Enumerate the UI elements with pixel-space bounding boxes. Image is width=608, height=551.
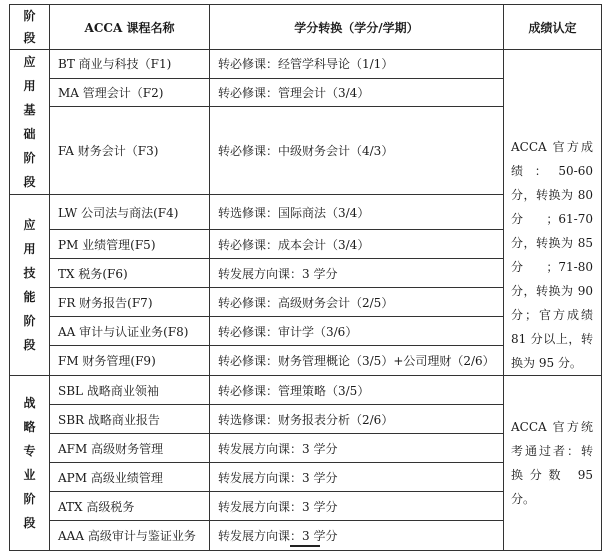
conversion-cell: 转选修课：财务报表分析（2/6） <box>210 405 504 434</box>
header-grade: 成绩认定 <box>504 5 602 50</box>
conversion-cell: 转必修课：经管学科导论（1/1） <box>210 50 504 79</box>
stage-cell-1: 应 用 基 础 阶 段 <box>10 50 50 195</box>
table-row <box>10 50 602 79</box>
conversion-cell: 转必修课：管理策略（3/5） <box>210 376 504 405</box>
course-cell: FA 财务会计（F3) <box>50 107 210 195</box>
conversion-cell: 转发展方向课：3 学分 <box>210 492 504 521</box>
course-cell: AA 审计与认证业务(F8) <box>50 317 210 346</box>
course-cell: MA 管理会计（F2) <box>50 78 210 107</box>
conversion-cell: 转必修课：财务管理概论（3/5）+公司理财（2/6） <box>210 346 504 376</box>
header-course: ACCA 课程名称 <box>50 5 210 50</box>
grade-note-2: ACCA 官方统考通过者：转换分数 95 分。 <box>504 376 602 551</box>
conversion-cell: 转发展方向课：3 学分 <box>210 463 504 492</box>
course-cell: FM 财务管理(F9) <box>50 346 210 376</box>
course-cell: BT 商业与科技（F1) <box>50 50 210 79</box>
course-cell: AAA 高级审计与鉴证业务 <box>50 521 210 551</box>
grade-note-1: ACCA 官方成绩：50-60 分，转换为 80 分；61-70 分，转换为 85 分；71-80 分，转换为 90 分；官方成绩 81 分以上，转换为 95 分。 <box>504 50 602 376</box>
table-row <box>10 376 602 405</box>
stage-cell-3: 战 略 专 业 阶 段 <box>10 376 50 551</box>
stage-cell-2: 应 用 技 能 阶 段 <box>10 195 50 376</box>
course-cell: ATX 高级税务 <box>50 492 210 521</box>
acca-credit-table <box>9 4 602 551</box>
header-conversion: 学分转换（学分/学期） <box>210 5 504 50</box>
header-row <box>10 5 602 50</box>
course-cell: APM 高级业绩管理 <box>50 463 210 492</box>
course-cell: SBL 战略商业领袖 <box>50 376 210 405</box>
conversion-cell: 转必修课：中级财务会计（4/3） <box>210 107 504 195</box>
conversion-cell: 转发展方向课：3 学分 <box>210 434 504 463</box>
course-cell: TX 税务(F6) <box>50 259 210 288</box>
conversion-cell: 转必修课：高级财务会计（2/5） <box>210 288 504 317</box>
conversion-cell: 转必修课：审计学（3/6） <box>210 317 504 346</box>
conversion-cell: 转必修课：成本会计（3/4） <box>210 230 504 259</box>
course-cell: SBR 战略商业报告 <box>50 405 210 434</box>
conversion-cell: 转必修课：管理会计（3/4） <box>210 78 504 107</box>
header-stage <box>10 5 50 50</box>
page-divider-mark <box>290 545 320 547</box>
course-cell: LW 公司法与商法(F4) <box>50 195 210 230</box>
conversion-cell: 转发展方向课：3 学分 <box>210 521 504 551</box>
conversion-cell: 转发展方向课：3 学分 <box>210 259 504 288</box>
course-cell: AFM 高级财务管理 <box>50 434 210 463</box>
course-cell: PM 业绩管理(F5) <box>50 230 210 259</box>
header-stage-text: 阶 段 <box>23 9 36 45</box>
course-cell: FR 财务报告(F7) <box>50 288 210 317</box>
conversion-cell: 转选修课：国际商法（3/4） <box>210 195 504 230</box>
